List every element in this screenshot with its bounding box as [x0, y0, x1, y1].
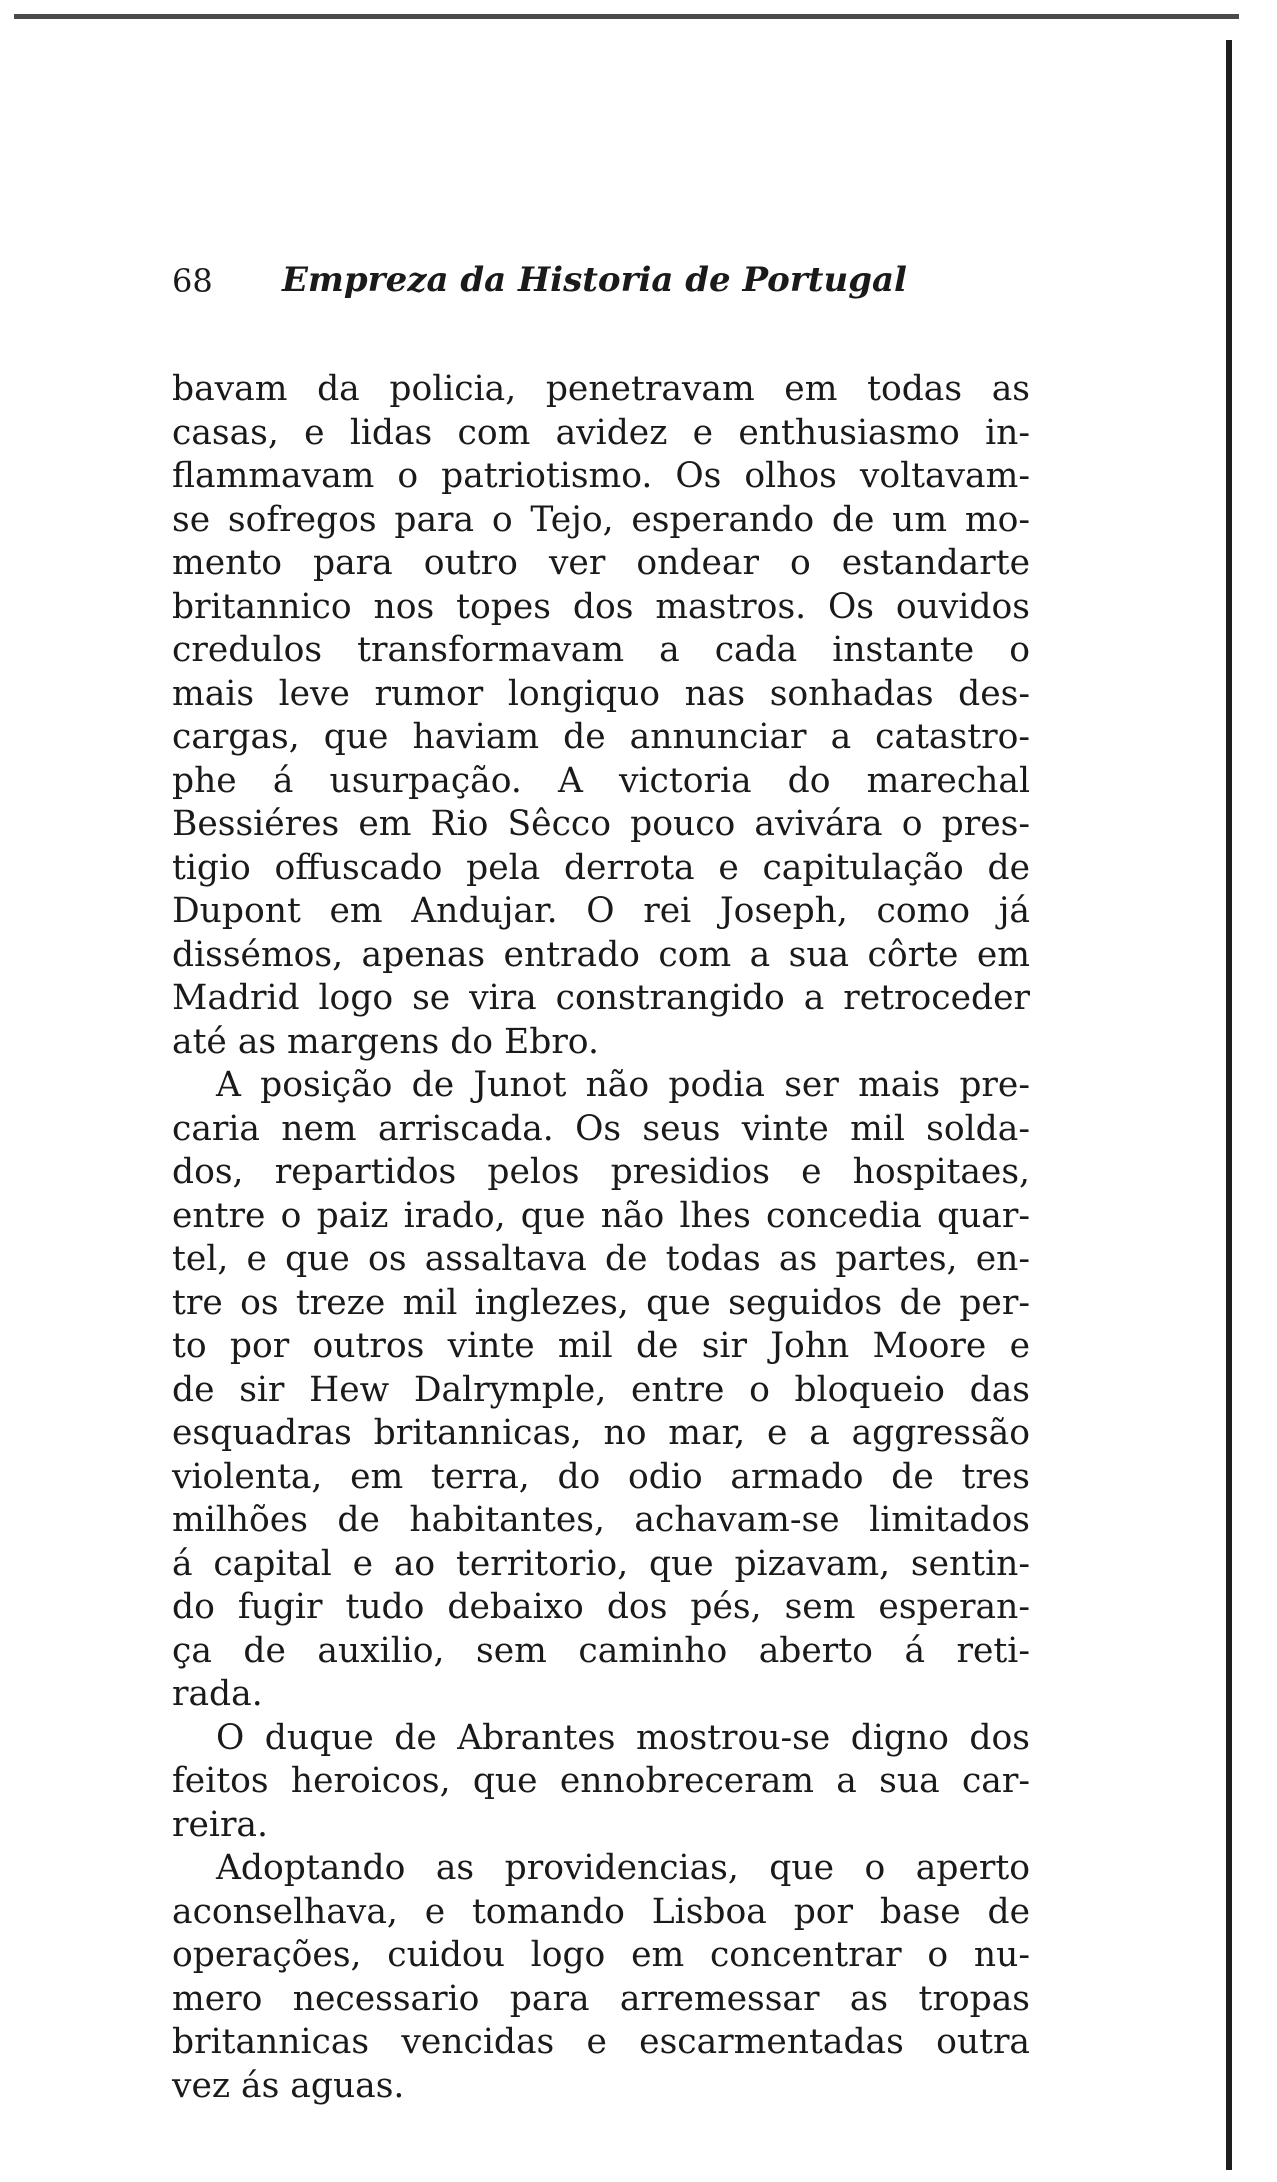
text-line: O duque de Abrantes mostrou-se digno dos	[216, 1717, 1030, 1758]
text-line: operações, cuidou logo em concentrar o nu-	[172, 1935, 1030, 1975]
text-line: rada.	[172, 1674, 263, 1714]
text-line: se sofregos para o Tejo, esperando de um mo-	[172, 499, 1030, 540]
text-line: to por outros vinte mil de sir John Moore e	[172, 1326, 1030, 1366]
text-line: caria nem arriscada. Os seus vinte mil solda-	[172, 1108, 1030, 1149]
text-line: A posição de Junot não podia ser mais pre-	[216, 1065, 1030, 1105]
running-title: Empreza da Historia de Portugal	[282, 260, 907, 300]
text-line: tel, e que os assaltava de todas as partes, en-	[172, 1239, 1030, 1279]
text-line: britannicas vencidas e escarmentadas outra	[172, 2022, 1030, 2062]
text-line: britannico nos topes dos mastros. Os ouvidos	[172, 586, 1030, 627]
text-line: mero necessario para arremessar as tropas	[172, 1978, 1030, 2019]
text-line: casas, e lidas com avidez e enthusiasmo in-	[172, 412, 1030, 453]
text-line: esquadras britannicas, no mar, e a aggressão	[172, 1413, 1030, 1453]
text-line: de sir Hew Dalrymple, entre o bloqueio das	[172, 1369, 1030, 1410]
text-line: do fugir tudo debaixo dos pés, sem esperan-	[172, 1587, 1030, 1627]
text-line: dos, repartidos pelos presidios e hospitaes,	[172, 1152, 1030, 1192]
text-line: feitos heroicos, que ennobreceram a sua car-	[172, 1761, 1030, 1801]
text-line: dissémos, apenas entrado com a sua côrte em	[172, 934, 1030, 975]
text-line: reira.	[172, 1804, 268, 1845]
text-line: credulos transformavam a cada instante o	[172, 630, 1030, 670]
text-line: Dupont em Andujar. O rei Joseph, como já	[172, 891, 1030, 931]
text-line: vez ás aguas.	[172, 2065, 405, 2106]
page-number: 68	[172, 262, 213, 300]
text-line: Adoptando as providencias, que o aperto	[216, 1848, 1030, 1888]
text-line: ça de auxilio, sem caminho aberto á reti-	[172, 1630, 1030, 1671]
page-header	[172, 256, 1032, 306]
text-line: milhões de habitantes, achavam-se limitados	[172, 1500, 1030, 1540]
text-line: á capital e ao territorio, que pizavam, sentin-	[172, 1543, 1030, 1584]
text-line: aconselhava, e tomando Lisboa por base de	[172, 1891, 1030, 1932]
page-edge-rule	[1226, 40, 1232, 2170]
text-line: tre os treze mil inglezes, que seguidos de per-	[172, 1282, 1030, 1323]
text-line: Madrid logo se vira constrangido a retroceder	[172, 978, 1030, 1018]
text-line: mento para outro ver ondear o estandarte	[172, 543, 1030, 583]
text-line: phe á usurpação. A victoria do marechal	[172, 760, 1030, 801]
text-line: cargas, que haviam de annunciar a catastro-	[172, 717, 1030, 757]
text-line: violenta, em terra, do odio armado de tres	[172, 1456, 1030, 1497]
text-line: bavam da policia, penetravam em todas as	[172, 369, 1030, 409]
text-line: tigio offuscado pela derrota e capitulação de	[172, 847, 1030, 888]
text-line: entre o paiz irado, que não lhes concedia quar-	[172, 1195, 1030, 1236]
text-line: Bessiéres em Rio Sêcco pouco avivára o pres-	[172, 804, 1030, 844]
text-line: flammavam o patriotismo. Os olhos voltavam-	[172, 456, 1030, 496]
text-line: até as margens do Ebro.	[172, 1021, 599, 1062]
body-text	[172, 368, 1030, 2108]
top-border-rule	[14, 14, 1239, 19]
text-line: mais leve rumor longiquo nas sonhadas des-	[172, 673, 1030, 714]
